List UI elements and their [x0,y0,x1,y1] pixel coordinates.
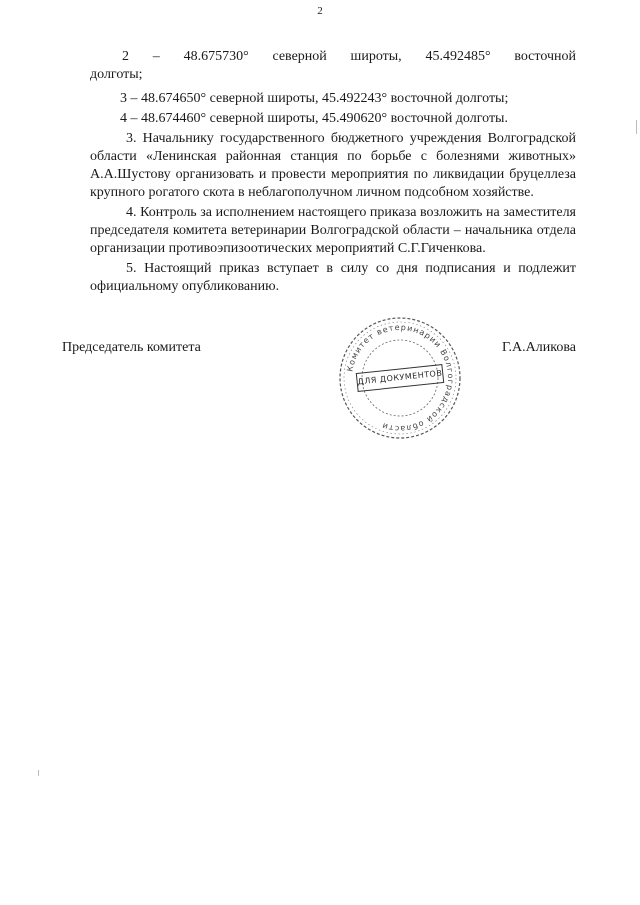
seal-ring-text: Комитет ветеринарии Волгоградской области [345,322,456,434]
order-item-5: 5. Настоящий приказ вступает в силу со дня подписания и подлежит официальному опубликованию. [90,261,576,294]
order-item-3: 3. Начальнику государственного бюджетного учреждения Волгоградской области «Ленинская районная станция по борьбе с болезнями животных» А.А.Шустову организовать и провести мероприятия по ликвидации бруцеллеза крупного рогатого скота в неблагополучном личном подсобном хозяйстве. [90,131,576,200]
scan-mark-right [636,120,637,134]
coordinate-2-continuation: долготы; [90,67,143,82]
seal-center-label: ДЛЯ ДОКУМЕНТОВ [357,368,443,387]
signer-name: Г.А.Аликова [502,340,576,355]
coordinate-4: 4 – 48.674460° северной широты, 45.490620° восточной долготы. [120,111,508,126]
order-item-4: 4. Контроль за исполнением настоящего приказа возложить на заместителя председателя комитета ветеринарии Волгоградской области – начальника отдела организации противоэпизоотических мероприятий С.Г.Гиченкова. [90,205,576,256]
signer-title: Председатель комитета [62,340,201,355]
page-number: 2 [317,5,323,17]
scan-mark-left [38,770,39,776]
official-seal [335,313,465,443]
coordinate-2-line: 2 – 48.675730° северной широты, 45.492485° восточной [122,49,576,64]
document-body [90,48,576,296]
coordinate-3: 3 – 48.674650° северной широты, 45.492243° восточной долготы; [120,91,509,106]
